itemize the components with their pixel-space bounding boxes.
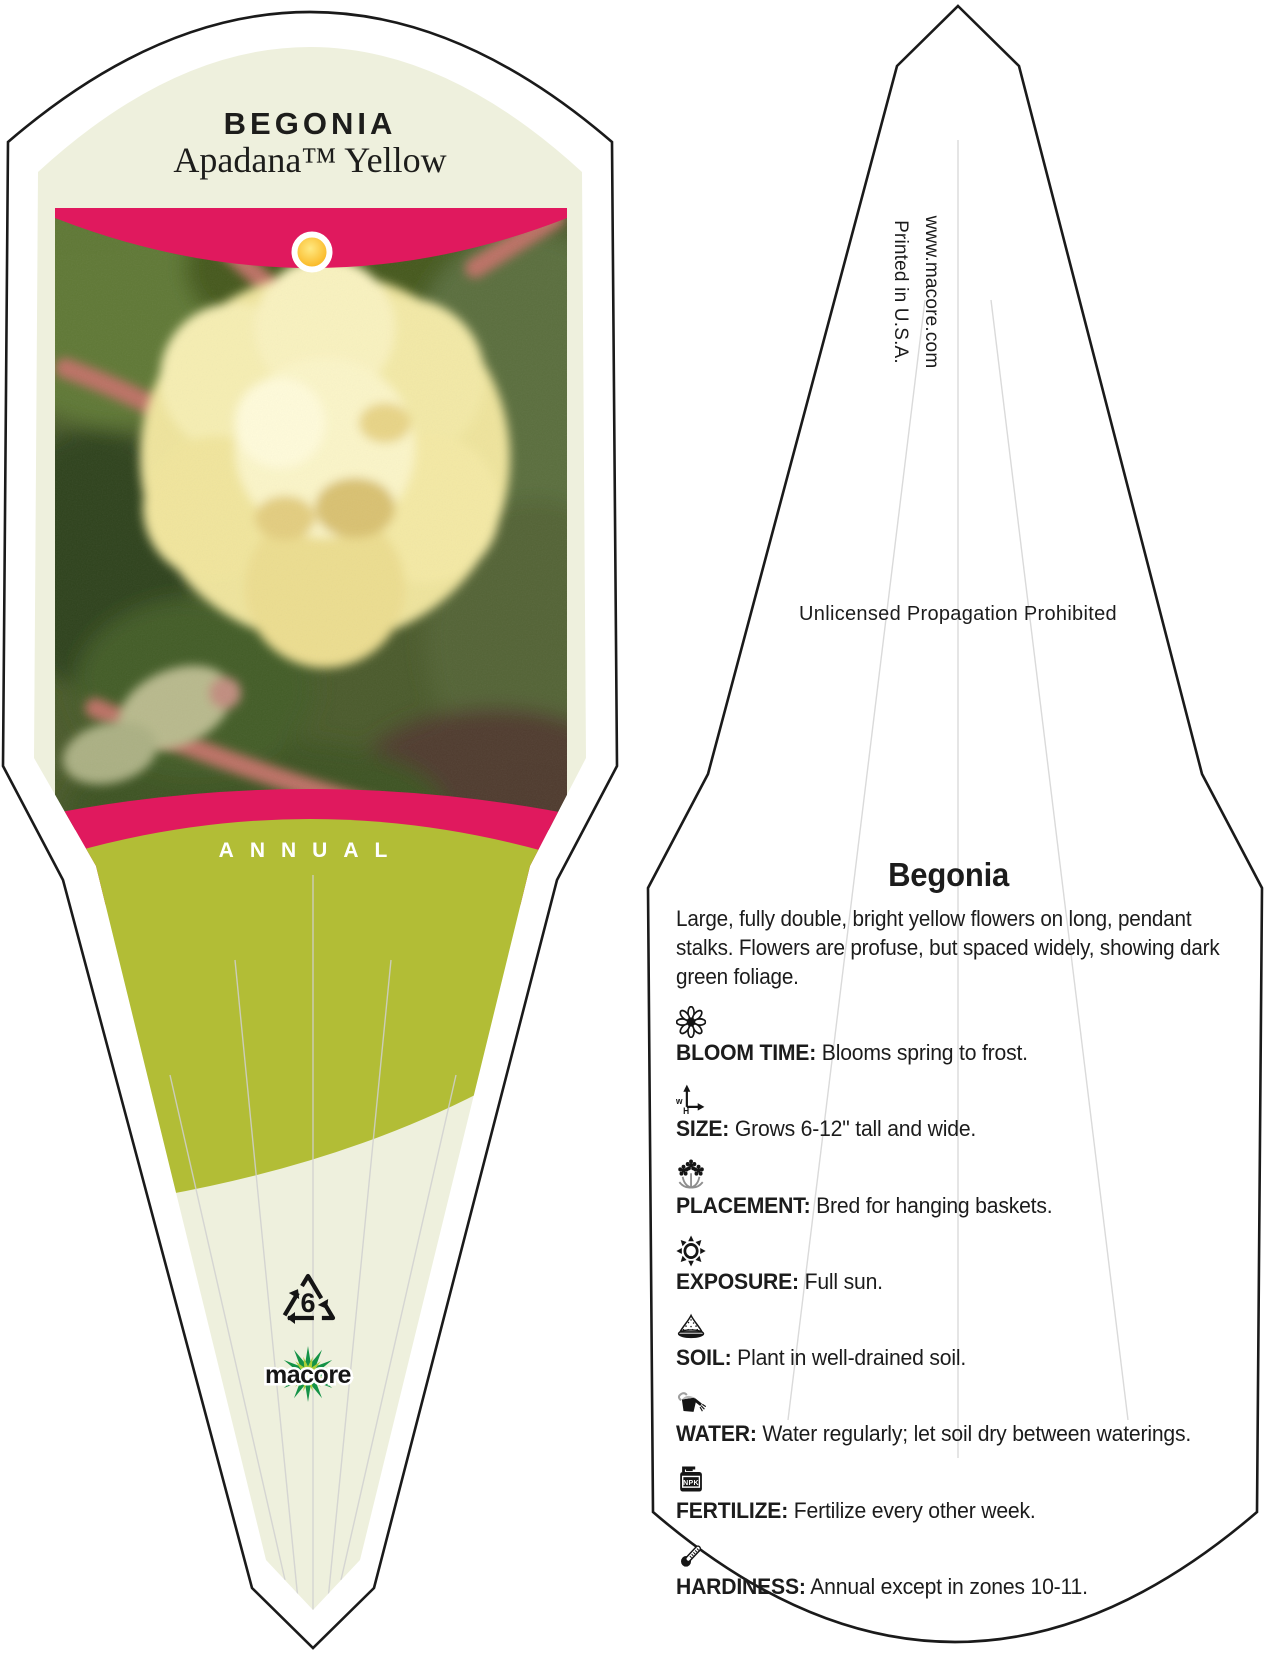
care-item-bloom-time: [676, 1006, 1221, 1067]
care-item-placement: [676, 1159, 1221, 1220]
flower-photo: [0, 178, 645, 888]
care-text: Water regularly; let soil dry between waterings.: [762, 1421, 1192, 1447]
care-label: PLACEMENT:: [676, 1192, 811, 1218]
grommet-dot: [295, 235, 330, 270]
rotated-print-note: [884, 182, 948, 402]
care-text: Blooms spring to frost.: [821, 1040, 1028, 1066]
back-heading: Begonia: [888, 856, 1010, 893]
care-info-panel: [676, 856, 1221, 1616]
placement-flowers-icon: [676, 1159, 706, 1191]
watering-can-icon: [676, 1387, 706, 1419]
front-variety-title: Apadana™ Yellow: [173, 140, 447, 180]
annual-band-label: ANNUAL: [218, 839, 404, 862]
care-text: Plant in well-drained soil.: [737, 1345, 967, 1371]
care-label: BLOOM TIME:: [676, 1040, 817, 1066]
care-text: Full sun.: [804, 1268, 883, 1294]
soil-mound-icon: [676, 1311, 706, 1343]
svg-text:NPK: NPK: [683, 1477, 699, 1487]
care-text: Annual except in zones 10-11.: [810, 1573, 1088, 1599]
svg-text:H: H: [683, 1106, 690, 1115]
care-text: Bred for hanging baskets.: [816, 1192, 1053, 1218]
svg-text:w: w: [676, 1096, 683, 1107]
thermometer-icon: [676, 1540, 706, 1572]
care-label: SIZE:: [676, 1116, 730, 1142]
care-text: Fertilize every other week.: [793, 1497, 1036, 1523]
front-tag-diecut: [0, 12, 645, 1648]
care-label: HARDINESS:: [676, 1573, 806, 1599]
sun-icon: [676, 1235, 706, 1267]
care-label: WATER:: [676, 1421, 757, 1447]
size-arrows-icon: [676, 1082, 706, 1114]
care-item-water: [676, 1387, 1221, 1448]
front-genus-title: BEGONIA: [223, 106, 397, 141]
brand-wordmark: macore: [265, 1361, 351, 1389]
bloom-flower-icon: [676, 1006, 706, 1038]
care-item-exposure: [676, 1235, 1221, 1296]
printed-in-usa-text: Printed in U.S.A.: [890, 220, 911, 364]
propagation-notice: Unlicensed Propagation Prohibited: [799, 603, 1117, 625]
care-label: FERTILIZE:: [676, 1497, 789, 1523]
care-label: SOIL:: [676, 1345, 732, 1371]
plant-description: Large, fully double, bright yellow flowers on long, pendant stalks. Flowers are profuse, but spaced widely, showing dark green foliage.: [676, 906, 1220, 990]
npk-bottle-icon: [676, 1464, 706, 1496]
care-item-size: [676, 1082, 1221, 1143]
care-item-fertilize: [676, 1464, 1221, 1525]
website-text: www.macore.com: [921, 215, 942, 369]
recycle-code: 6: [300, 1288, 316, 1318]
care-text: Grows 6-12" tall and wide.: [734, 1116, 977, 1142]
care-item-soil: [676, 1311, 1221, 1372]
care-item-hardiness: [676, 1540, 1221, 1601]
care-label: EXPOSURE:: [676, 1268, 799, 1294]
